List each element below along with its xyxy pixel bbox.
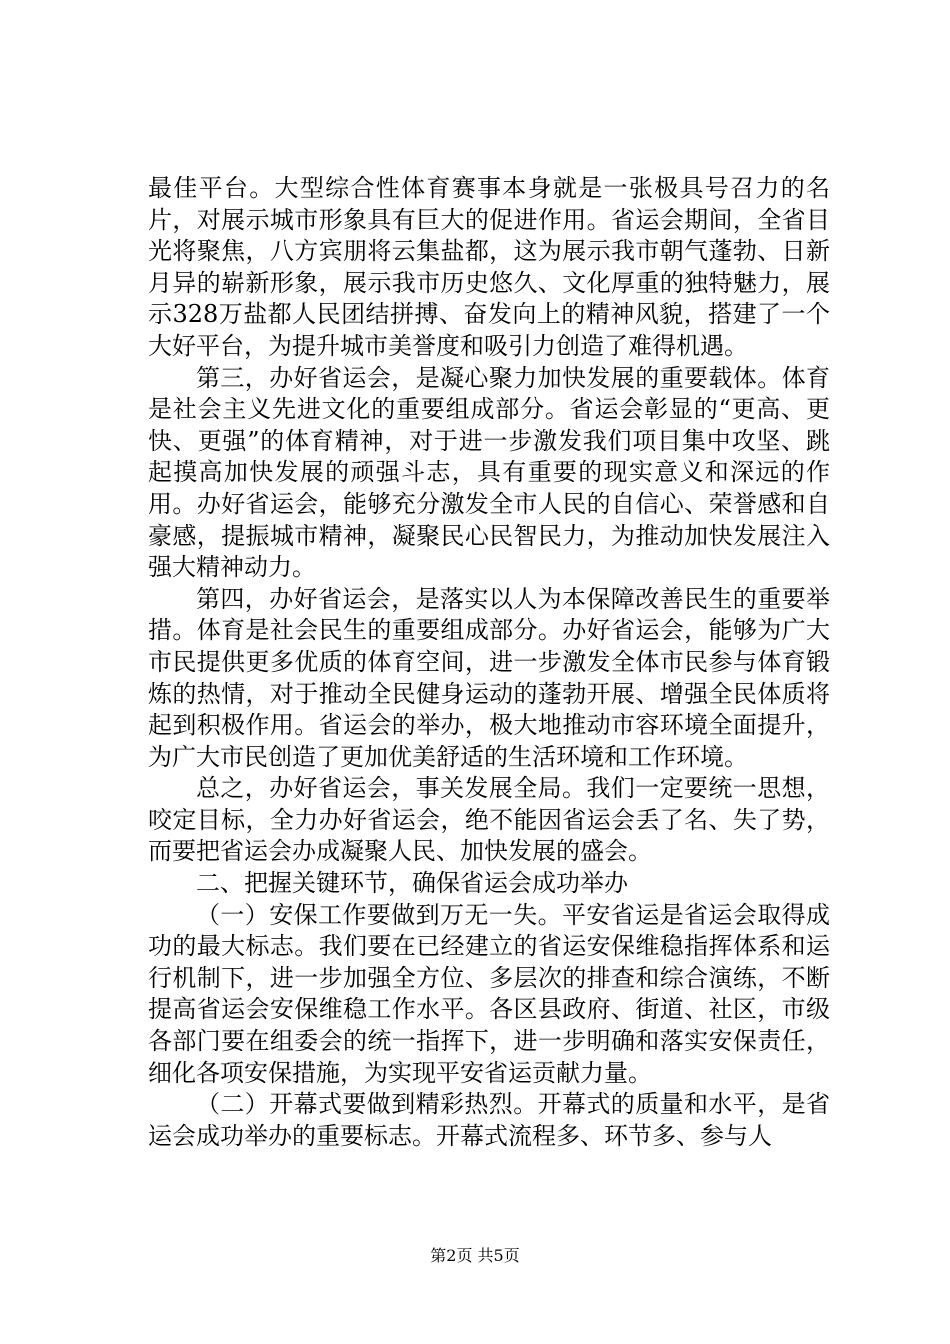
document-body <box>148 173 830 1152</box>
section-heading-key-links: 二、把握关键环节，确保省运会成功举办 <box>196 869 628 898</box>
paragraph-fourth-point: 第四，办好省运会，是落实以人为本保障改善民生的重要举措。体育是社会民生的重要组成部分。办好省运会，能够为广大市民提供更多优质的体育空间，进一步激发全体市民参与体育锻炼的热情，对于推动全民健身运动的蓬勃开展、增强全民体质将起到积极作用。省运会的举办，极大地推动市容环境全面提升，为广大市民创造了更加优美舒适的生活环境和工作环境。 <box>148 584 830 771</box>
paragraph-third-point: 第三，办好省运会，是凝心聚力加快发展的重要载体。体育是社会主义先进文化的重要组成部分。省运会彰显的“更高、更快、更强”的体育精神，对于进一步激发我们项目集中攻坚、跳起摸高加快发展的顽强斗志，具有重要的现实意义和深远的作用。办好省运会，能够充分激发全市人民的自信心、荣誉感和自豪感，提振城市精神，凝聚民心民智民力，为推动加快发展注入强大精神动力。 <box>148 363 830 582</box>
paragraph-security: （一）安保工作要做到万无一失。平安省运是省运会取得成功的最大标志。我们要在已经建立的省运安保维稳指挥体系和运行机制下，进一步加强全方位、多层次的排查和综合演练，不断提高省运会安保维稳工作水平。各区县政府、街道、社区，市级各部门要在组委会的统一指挥下，进一步明确和落实安保责任，细化各项安保措施，为实现平安省运贡献力量。 <box>148 900 830 1087</box>
paragraph-opening-ceremony: （二）开幕式要做到精彩热烈。开幕式的质量和水平，是省运会成功举办的重要标志。开幕式流程多、环节多、参与人 <box>148 1090 830 1150</box>
paragraph-summary: 总之，办好省运会，事关发展全局。我们一定要统一思想，咬定目标，全力办好省运会，绝不能因省运会丢了名、失了势，而要把省运会办成凝聚人民、加快发展的盛会。 <box>148 774 830 866</box>
page-footer: 第2页 共5页 <box>430 1246 520 1265</box>
paragraph-platform: 最佳平台。大型综合性体育赛事本身就是一张极具号召力的名片，对展示城市形象具有巨大的促进作用。省运会期间，全省目光将聚焦，八方宾朋将云集盐都，这为展示我市朝气蓬勃、日新月异的崭新形象，展示我市历史悠久、文化厚重的独特魅力，展示328万盐都人民团结拼搏、奋发向上的精神风貌，搭建了一个大好平台，为提升城市美誉度和吸引力创造了难得机遇。 <box>148 174 830 360</box>
